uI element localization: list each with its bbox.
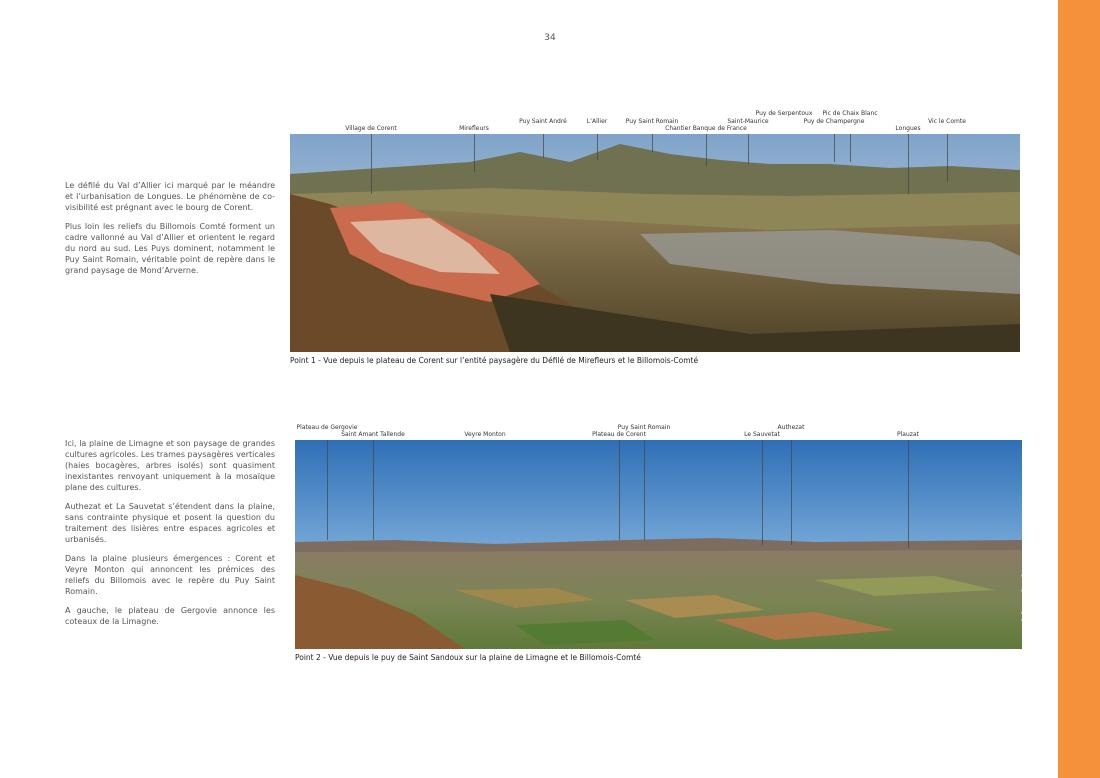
leader-line (947, 134, 948, 182)
panorama-point-1 (290, 108, 1020, 365)
sidebar-title: Vers un paysage identitaire (1021, 562, 1032, 718)
leader-line (652, 134, 653, 152)
label-chantier-banque-de-france: Chantier Banque de France (665, 125, 747, 132)
section1-text (65, 180, 275, 284)
label-saint-amant-tallende: Saint Amant Tallende (341, 431, 405, 438)
section2-paragraph: A gauche, le plateau de Gergovie annonce les coteaux de la Limagne. (65, 606, 275, 626)
leader-line (706, 134, 707, 166)
label-le-sauvetat: Le Sauvetat (744, 431, 780, 438)
section2-text (65, 438, 275, 635)
sidebar-subtitle: Les particularités des paysages de mond’ arverne communauté (1033, 478, 1042, 718)
panorama-1-labels (290, 108, 1020, 134)
leader-line (373, 440, 374, 540)
label-vic-le-comte: Vic le Comte (928, 118, 966, 125)
label-veyre-monton: Veyre Monton (464, 431, 506, 438)
section1-paragraph: Le défilé du Val d’Allier ici marqué par le méandre et l’urbanisation de Longues. Le phénomène de co-visibilité est prégnant avec le bourg de Corent. (65, 181, 275, 212)
section1-paragraph: Plus loin les reliefs du Billomois Comté forment un cadre vallonné au Val d’Allier et orientent le regard du nord au sud. Les Puys dominent, notamment le Puy Saint Romain, véritable point de repère dans le grand paysage de Mond’Arverne. (65, 222, 275, 275)
label-puy-saint-andre: Puy Saint André (519, 118, 567, 125)
label-village-de-corent: Village de Corent (345, 125, 397, 132)
label-plateau-de-corent: Plateau de Corent (592, 431, 646, 438)
section2-paragraph: Authezat et La Sauvetat s’étendent dans la plaine, sans contrainte physique et posent la question du traitement des lisières entre espaces agricoles et urbanisés. (65, 502, 275, 544)
leader-line (543, 134, 544, 158)
sidebar-heading (1021, 478, 1042, 718)
label-saint-maurice: Saint-Maurice (727, 118, 769, 125)
label-puy-saint-romain: Puy Saint Romain (617, 424, 671, 431)
panorama-1-image (290, 134, 1020, 352)
leader-line (619, 440, 620, 540)
leader-line (597, 134, 598, 160)
leader-line (644, 440, 645, 540)
leader-line (850, 134, 851, 162)
label-plateau-de-gergovie: Plateau de Gergovie (296, 424, 358, 431)
sidebar-band (1058, 0, 1100, 778)
panorama-1-caption: Point 1 - Vue depuis le plateau de Corent sur l’entité paysagère du Défilé de Mirefleurs et le Billomois-Comté (290, 356, 699, 365)
panorama-2-caption: Point 2 - Vue depuis le puy de Saint Sandoux sur la plaine de Limagne et le Billomois-Comté (295, 653, 641, 662)
page-number: 34 (544, 33, 556, 43)
leader-line (748, 134, 749, 164)
leader-line (834, 134, 835, 162)
label-longues: Longues (895, 125, 921, 132)
label-puy-de-champergne: Puy de Champergne (803, 118, 865, 125)
panorama-1-photo (290, 134, 1020, 352)
leader-line (908, 134, 909, 194)
panorama-2-labels (295, 414, 1022, 440)
label-pic-de-chaix-blanc: Pic de Chaix Blanc (822, 110, 878, 117)
label-authezat: Authezat (777, 424, 805, 431)
leader-line (908, 440, 909, 548)
label-plauzat: Plauzat (897, 431, 919, 438)
section2-paragraph: Dans la plaine plusieurs émergences : Corent et Veyre Monton qui annoncent les prémices des reliefs du Billomois avec le repère du Puy Saint Romain. (65, 554, 275, 596)
leader-line (791, 440, 792, 545)
leader-line (474, 134, 475, 172)
panorama-2-image (295, 440, 1022, 649)
panorama-point-2 (295, 414, 1022, 662)
panorama-2-photo (295, 440, 1022, 649)
leader-line (762, 440, 763, 545)
label-allier: L’Allier (586, 118, 608, 125)
label-puy-saint-romain: Puy Saint Romain (625, 118, 679, 125)
section2-paragraph: Ici, la plaine de Limagne et son paysage de grandes cultures agricoles. Les trames paysagères verticales (haies bocagères, arbres isolés) sont quasiment inexistantes renvoyant uniquement à la mosaïque plane des cultures. (65, 439, 275, 492)
label-mirefleurs: Mirefleurs (459, 125, 489, 132)
label-puy-de-serpentoux: Puy de Serpentoux (755, 110, 813, 117)
leader-line (327, 440, 328, 540)
leader-line (371, 134, 372, 194)
